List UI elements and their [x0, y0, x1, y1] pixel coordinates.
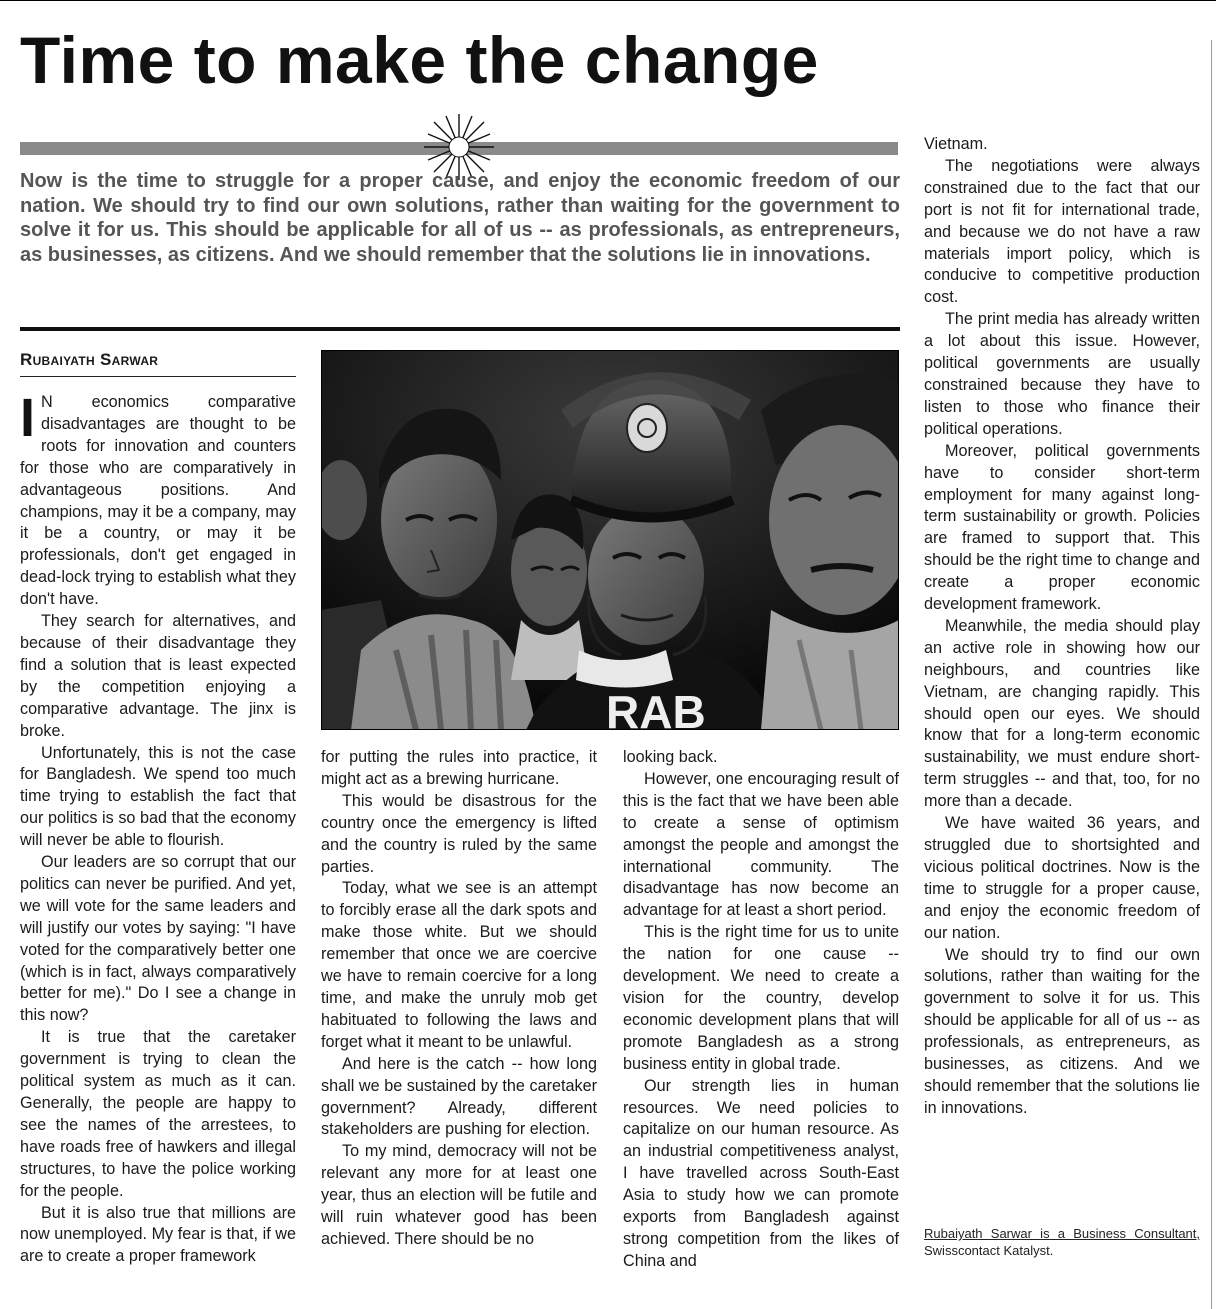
paragraph: It is true that the caretaker government is trying to clean the political system as much as it can. Generally, the people are happy to see the names of the arrestees, to have roads free of hawkers and illegal structures, to have the police working for the people. — [20, 1028, 296, 1200]
paragraph: Our strength lies in human resources. We need policies to capitalize on our human resource. As an industrial competitiveness analyst, I have travelled across South-East Asia to study how we can promote exports from Bangladesh against strong competition from the likes of China and — [623, 1076, 899, 1270]
paragraph: We have waited 36 years, and struggled due to shortsighted and vicious political doctrines. Now is the time to struggle for a proper cause, and enjoy the economic freedom of our nation. — [924, 814, 1200, 942]
paragraph: for putting the rules into practice, it might act as a brewing hurricane. — [321, 748, 597, 788]
column-2 — [321, 747, 597, 1251]
paragraph: To my mind, democracy will not be relevant any more for at least one year, thus an election will be futile and will ruin whatever good has been achieved. There should be no — [321, 1142, 597, 1248]
paragraph: They search for alternatives, and because of their disadvantage they find a solution that is least expected by the competition enjoying a comparative advantage. The jinx is broke. — [20, 612, 296, 740]
vest-text: RAB — [606, 686, 706, 730]
paragraph: Today, what we see is an attempt to forcibly erase all the dark spots and make those white. But we should remember that once we are coercive we have to remain coercive for a long time, and make the unruly mob get habituated to following the laws and forget what it meant to be unlawful. — [321, 879, 597, 1051]
paragraph: Unfortunately, this is not the case for Bangladesh. We spend too much time trying to establish the fact that our politics is so bad that the economy will never be able to flourish. — [20, 743, 296, 850]
paragraph: The print media has already written a lot about this issue. However, political governments are usually constrained because they have to listen to those who finance their political operations. — [924, 310, 1200, 438]
headline: Time to make the change — [20, 23, 819, 97]
section-rule — [20, 327, 900, 331]
drop-cap: I — [20, 388, 36, 448]
column-edge-rule — [1211, 40, 1212, 1309]
top-rule — [0, 0, 1216, 1]
paragraph: And here is the catch -- how long shall we be sustained by the caretaker government? Already, different stakeholders are pushing for election. — [321, 1054, 597, 1139]
paragraph: Our leaders are so corrupt that our politics can never be purified. And yet, we will vote for the same leaders and will justify our votes by saying: "I have voted for the comparatively better one (which is in fact, always comparatively better for me)." Do I see a change in this now? — [20, 853, 296, 1025]
column-4 — [924, 134, 1200, 1120]
paragraph: Moreover, political governments have to consider short-term employment for many against long-term sustainability or growth. Policies are framed to support that. This should be the right time to change and create a proper economic development framework. — [924, 441, 1200, 614]
paragraph: Meanwhile, the media should play an active role in showing how our neighbours, and countries like Vietnam, are changing rapidly. This should open our eyes. We should know that for a long-term economic sustainability, we must endure short-term struggles -- and that, too, for no more than a decade. — [924, 616, 1200, 811]
author-note-line: Swisscontact Katalyst. — [924, 1243, 1054, 1258]
column-1 — [20, 388, 296, 1268]
paragraph: The negotiations were always constrained due to the fact that our port is not fit for international trade, and because we do not have a raw materials import policy, which is conducive to competitive production cost. — [924, 156, 1200, 307]
column-3 — [623, 747, 899, 1273]
paragraph: looking back. — [623, 748, 718, 766]
paragraph: However, one encouraging result of this is the fact that we have been able to create a sense of optimism amongst the people and amongst the international community. The disadvantage has now become an advantage for at least a short period. — [623, 769, 899, 920]
deck-summary: Now is the time to struggle for a proper cause, and enjoy the economic freedom of our nation. We should try to find our own solutions, rather than waiting for the government to solve it for us. This should be applicable for all of us -- as professionals, as entrepreneurs, as businesses, as citizens. And we should remember that the solutions lie in innovations. — [20, 170, 900, 266]
news-photo — [321, 350, 899, 730]
author-note-line: Rubaiyath Sarwar is a Business Consultant, — [924, 1226, 1200, 1241]
paragraph: Vietnam. — [924, 135, 988, 153]
paragraph: This would be disastrous for the country once the emergency is lifted and the country is ruled by the same parties. — [321, 791, 597, 876]
paragraph: I N economics comparative disadvantages are thought to be roots for innovation and counters for those who are comparatively in advantageous positions. And champions, may it be a company, may it be a country, or may it be professionals, don't get engaged in dead-lock trying to establish what they don't have. — [20, 388, 296, 609]
paragraph: But it is also true that millions are now unemployed. My fear is that, if we are to create a proper framework — [20, 1203, 296, 1266]
paragraph: This is the right time for us to unite the nation for one cause -- development. We need to create a vision for the country, develop economic development plans that will promote Bangladesh as a strong business entity in global trade. — [623, 923, 899, 1073]
author-note — [924, 1225, 1200, 1259]
paragraph: We should try to find our own solutions, rather than waiting for the government to solve it for us. This should be applicable for all of us -- as professionals, as entrepreneurs, as businesses, as citizens. And we should remember that the solutions lie in innovations. — [924, 945, 1200, 1117]
byline: Rubaiyath Sarwar — [20, 350, 296, 377]
